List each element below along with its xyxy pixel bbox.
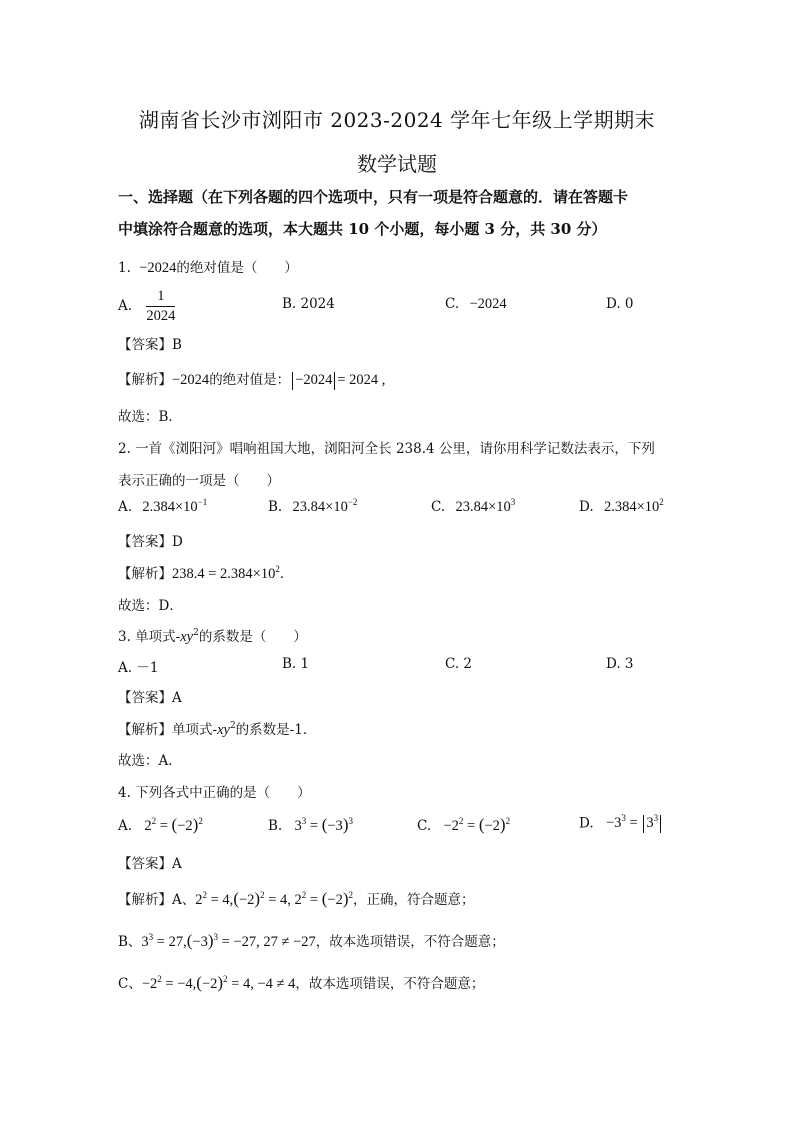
q3-option-c: C. 2 xyxy=(445,656,473,672)
q1-option-a xyxy=(118,288,175,325)
fraction-denominator: 2024 xyxy=(146,308,176,324)
fraction xyxy=(146,288,175,325)
option-label: C. xyxy=(445,296,460,312)
q2-conclusion: 故选：D． xyxy=(118,598,183,614)
q1-answer: 【答案】B xyxy=(118,337,182,353)
option-label: B. xyxy=(268,499,283,515)
math-expression: −2024 xyxy=(469,296,507,312)
math-expression: −2024 xyxy=(139,260,177,276)
power-exponent: 3 xyxy=(510,497,516,507)
q2-explanation xyxy=(118,562,293,583)
math-expression: $2^2 = 4,(-2)^2 = 4$, $2^2 = (-2)^2$ xyxy=(195,889,353,908)
option-label: A. xyxy=(118,818,133,834)
explanation-text: 的系数是-1． xyxy=(235,722,317,738)
option-label: C. xyxy=(417,818,432,834)
power-exponent: 2 xyxy=(229,721,236,731)
math-expression: $2^2 = (-2)^2$ xyxy=(144,815,203,834)
option-label: A. xyxy=(118,499,133,515)
q3-answer: 【答案】A xyxy=(118,690,182,706)
math-expression: −2024 xyxy=(295,372,333,388)
math-expression: $3^3 = (-3)^3$ xyxy=(294,815,353,834)
abs-bar-left xyxy=(292,372,293,390)
math-expression: $-3^3 = 3^3$ xyxy=(606,815,663,831)
power-base: 23.84×10 xyxy=(292,499,348,515)
q1-option-c xyxy=(445,296,507,313)
q1-option-b: B. 2024 xyxy=(282,296,335,312)
section-heading-line1: 一、选择题（在下列各题的四个选项中，只有一项是符合题意的．请在答题卡 xyxy=(118,188,629,206)
question-text: 3. 单项式- xyxy=(118,629,181,645)
explanation-text: ，正确，符合题意； xyxy=(353,892,475,908)
question-4-stem: 4. 下列各式中正确的是（ ） xyxy=(118,785,311,801)
q2-option-d xyxy=(579,499,664,516)
q2-option-a xyxy=(118,499,207,516)
question-2-stem-line2: 表示正确的一项是（ ） xyxy=(118,473,280,489)
explanation-label: 【解析】A、 xyxy=(118,892,196,908)
power-exponent: 2 xyxy=(193,628,199,638)
page-title: 湖南省长沙市浏阳市 2023-2024 学年七年级上学期期末 xyxy=(138,108,656,132)
q2-option-b xyxy=(268,499,357,516)
fraction-numerator: 1 xyxy=(146,288,175,307)
q1-explanation xyxy=(118,368,385,390)
option-label: C. xyxy=(431,499,446,515)
option-label: D. xyxy=(579,499,594,515)
power-exponent: 2 xyxy=(659,497,664,507)
q3-explanation xyxy=(118,718,316,739)
explanation-text: 的绝对值是： xyxy=(209,372,291,388)
power-exponent: −2 xyxy=(347,497,358,507)
explanation-label: 【解析】 xyxy=(118,372,172,388)
section-heading-line2: 中填涂符合题意的选项，本大题共 10 个小题，每小题 3 分，共 30 分） xyxy=(118,220,607,238)
power-exponent: 2 xyxy=(275,564,280,574)
question-1-stem xyxy=(118,256,298,277)
explanation-label: 【解析】 xyxy=(118,566,172,582)
q4-explanation-b xyxy=(118,930,505,951)
q4-option-a xyxy=(118,815,203,835)
q4-answer: 【答案】A xyxy=(118,856,182,872)
math-expression: $-2^2 = (-2)^2$ xyxy=(443,815,511,834)
abs-bar-right xyxy=(334,372,335,390)
math-expression xyxy=(142,499,207,515)
power-base: 2.384×10 xyxy=(142,499,198,515)
question-text: 的绝对值是（ ） xyxy=(176,260,298,276)
q4-explanation-a xyxy=(118,888,475,909)
power-base: 23.84×10 xyxy=(455,499,511,515)
option-label: A. xyxy=(118,298,133,314)
explanation-text: ，故本选项错误，不符合题意； xyxy=(315,934,505,950)
math-expression xyxy=(172,566,280,582)
q2-answer: 【答案】D xyxy=(118,534,183,550)
explanation-text: ，故本选项错误，不符合题意； xyxy=(295,976,485,992)
q2-option-c xyxy=(431,499,515,516)
power-base: 238.4 = 2.384×10 xyxy=(172,566,276,582)
q3-option-d: D. 3 xyxy=(606,656,634,672)
option-label: B. xyxy=(268,818,283,834)
q4-option-b xyxy=(268,815,353,835)
math-expression xyxy=(604,499,664,515)
explanation-label: B、 xyxy=(118,934,142,950)
math-expression: −2024 xyxy=(172,372,210,388)
q4-explanation-c xyxy=(118,972,484,993)
math-expression: $-2^2 = -4,(-2)^2 = 4$, −4 ≠ 4 xyxy=(141,973,296,992)
q4-option-c xyxy=(417,815,510,835)
question-3-stem xyxy=(118,625,307,646)
q1-option-d: D. 0 xyxy=(606,296,634,312)
explanation-label: C、 xyxy=(118,976,142,992)
explanation-text: 【解析】单项式- xyxy=(118,722,218,738)
math-expression xyxy=(455,499,515,515)
q3-option-b: B. 1 xyxy=(282,656,310,672)
power-exponent: −1 xyxy=(197,497,208,507)
question-text: 的系数是（ ） xyxy=(198,629,307,645)
variable: xy xyxy=(180,629,194,645)
power-base: 2.384×10 xyxy=(603,499,660,515)
q1-conclusion: 故选：B． xyxy=(118,409,182,425)
variable: xy xyxy=(217,722,230,738)
q4-option-d xyxy=(579,815,663,833)
option-label: D. xyxy=(579,815,594,832)
question-2-stem-line1: 2. 一首《浏阳河》唱响祖国大地，浏阳河全长 238.4 公里，请你用科学记数法表示，下列 xyxy=(118,441,655,457)
explanation-text: ． xyxy=(279,566,294,582)
math-expression: = 2024 , xyxy=(337,372,386,388)
q3-conclusion: 故选：A． xyxy=(118,753,182,769)
math-expression xyxy=(293,499,358,515)
page-subtitle: 数学试题 xyxy=(357,152,437,176)
math-expression: $3^3 = 27,(-3)^3 = -27$, 27 ≠ −27 xyxy=(141,931,316,950)
question-number: 1. xyxy=(118,260,131,276)
q3-option-a: A. －1 xyxy=(118,660,159,676)
